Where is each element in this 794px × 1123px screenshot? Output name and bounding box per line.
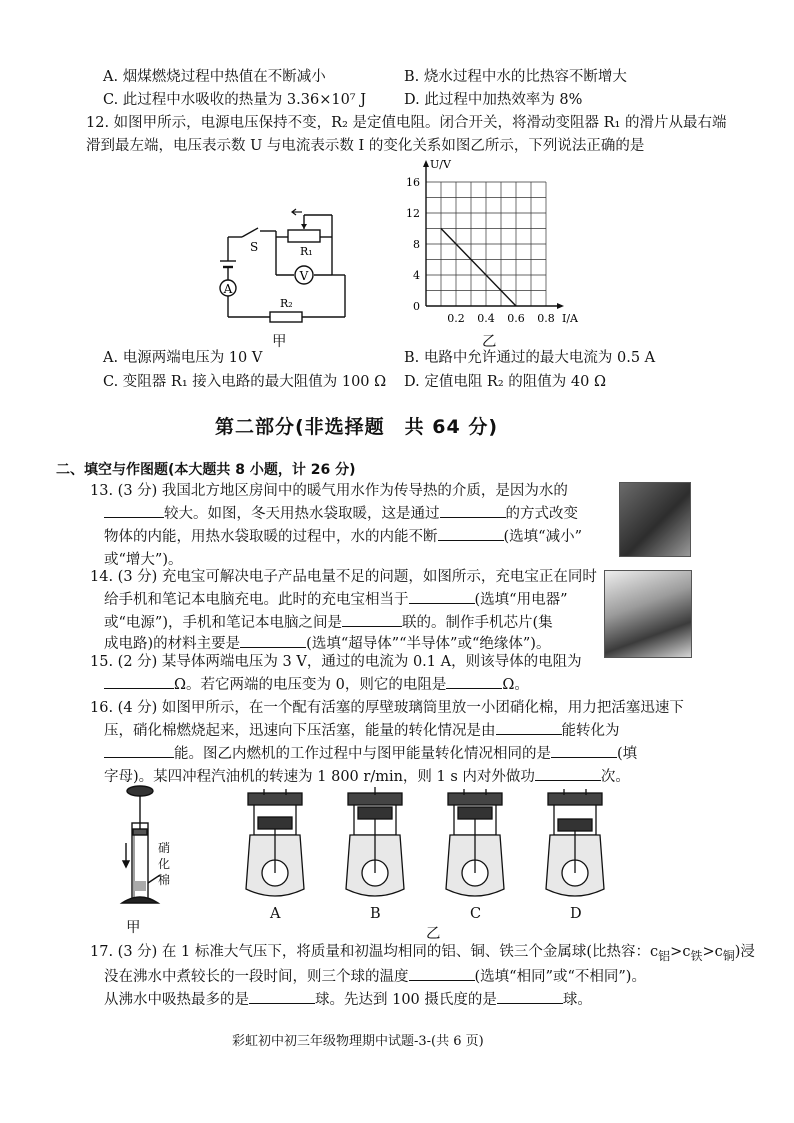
q12-option-d: D. 定值电阻 R₂ 的阻值为 40 Ω bbox=[404, 374, 606, 390]
graph-caption: 乙 bbox=[482, 334, 497, 350]
fig-yi-caption: 乙 bbox=[426, 926, 441, 942]
x-tick-label: 0.2 bbox=[447, 312, 465, 325]
q14-line1: 14. (3 分) 充电宝可解决电子产品电量不足的问题，如图所示，充电宝正在同时 bbox=[90, 569, 597, 585]
q15-blank-2[interactable] bbox=[446, 674, 502, 689]
q16-blank-1[interactable] bbox=[496, 720, 562, 735]
q14-line3: 或“电源”)，手机和笔记本电脑之间是 联的。制作手机芯片(集 bbox=[104, 612, 553, 634]
q12-stem-line1: 12. 如图甲所示，电源电压保持不变，R₂ 是定值电阻。闭合开关，将滑动变阻器 R₁ 的滑片从最右端 bbox=[86, 115, 727, 131]
q16-blank-4[interactable] bbox=[535, 766, 601, 781]
q12-stem-line2: 滑到最左端，电压表示数 U 与电流表示数 I 的变化关系如图乙所示，下列说法正确的是 bbox=[86, 138, 645, 154]
hot-water-bag-photo bbox=[619, 482, 691, 557]
q17-blank-1[interactable] bbox=[409, 966, 475, 981]
q13-line2: 较大。如图，冬天用热水袋取暖，这是通过 的方式改变 bbox=[104, 503, 578, 525]
engine-label-a: A bbox=[270, 906, 281, 922]
q17-blank-2[interactable] bbox=[249, 989, 315, 1004]
q15-line1: 15. (2 分) 某导体两端电压为 3 V，通过的电流为 0.1 A，则该导体的电阻为 bbox=[90, 654, 582, 670]
q14-line4: 成电路)的材料主要是 (选填“超导体”“半导体”或“绝缘体”)。 bbox=[104, 633, 550, 655]
voltmeter-label: V bbox=[299, 269, 309, 283]
q12-option-a: A. 电源两端电压为 10 V bbox=[103, 350, 263, 366]
q11-option-b: B. 烧水过程中水的比热容不断增大 bbox=[404, 69, 627, 85]
y-axis-arrow bbox=[423, 160, 429, 167]
r1-label: R₁ bbox=[300, 245, 313, 258]
q11-option-d: D. 此过程中加热效率为 8% bbox=[404, 92, 583, 108]
q16-blank-2[interactable] bbox=[104, 743, 174, 758]
part2-title: 第二部分(非选择题 共 64 分) bbox=[215, 416, 499, 438]
engine-b bbox=[346, 787, 404, 896]
y-tick-label: 0 bbox=[413, 300, 420, 313]
fire-piston-figure bbox=[112, 783, 192, 913]
q11-option-c: C. 此过程中水吸收的热量为 3.36×10⁷ J bbox=[103, 92, 367, 108]
q15-line2: Ω。若它两端的电压变为 0，则它的电阻是 Ω。 bbox=[104, 674, 529, 696]
power-bank-photo bbox=[604, 570, 692, 658]
q17-line2: 没在沸水中煮较长的一段时间，则三个球的温度 (选填“相同”或“不相同”)。 bbox=[104, 966, 646, 988]
q16-line4: 字母)。某四冲程汽油机的转速为 1 800 r/min，则 1 s 内对外做功 次。 bbox=[104, 766, 630, 788]
q14-blank-1[interactable] bbox=[409, 589, 475, 604]
engine-label-d: D bbox=[570, 906, 582, 922]
q17-line3: 从沸水中吸热最多的是 球。先达到 100 摄氏度的是 球。 bbox=[104, 989, 592, 1011]
ammeter-label: A bbox=[223, 282, 233, 296]
x-tick-label: 0.6 bbox=[507, 312, 525, 325]
section-heading: 二、填空与作图题(本大题共 8 小题，计 26 分) bbox=[56, 462, 356, 478]
x-axis-arrow bbox=[557, 303, 564, 309]
cotton-label: 硝化棉 bbox=[158, 841, 171, 887]
u-i-graph bbox=[396, 158, 576, 330]
q16-line1: 16. (4 分) 如图甲所示，在一个配有活塞的厚壁玻璃筒里放一小团硝化棉，用力把活塞迅速下 bbox=[90, 700, 684, 716]
circuit-caption: 甲 bbox=[272, 334, 287, 350]
engine-d bbox=[546, 789, 604, 896]
q13-blank-1[interactable] bbox=[104, 503, 164, 518]
q13-blank-3[interactable] bbox=[438, 526, 504, 541]
q11-option-a: A. 烟煤燃烧过程中热值在不断减小 bbox=[103, 69, 326, 85]
y-tick-label: 12 bbox=[406, 207, 420, 220]
engine-label-b: B bbox=[370, 906, 381, 922]
q16-line2: 压，硝化棉燃烧起来，迅速向下压活塞，能量的转化情况是由 能转化为 bbox=[104, 720, 620, 742]
q14-blank-3[interactable] bbox=[240, 633, 306, 648]
q17-line1: 17. (3 分) 在 1 标准大气压下，将质量和初温均相同的铝、铜、铁三个金属球(比热容：$c_铝>c_铁>c_铜$)浸 bbox=[90, 944, 755, 963]
x-tick-label: 0.4 bbox=[477, 312, 495, 325]
switch-label: S bbox=[250, 240, 259, 254]
q16-line3: 能。图乙内燃机的工作过程中与图甲能量转化情况相同的是 (填 bbox=[104, 743, 637, 765]
q14-line2: 给手机和笔记本电脑充电。此时的充电宝相当于 (选填“用电器” bbox=[104, 589, 567, 611]
q13-blank-2[interactable] bbox=[440, 503, 506, 518]
page-footer: 彩虹初中初三年级物理期中试题-3-(共 6 页) bbox=[232, 1034, 484, 1049]
y-axis-label: U/V bbox=[430, 158, 451, 171]
x-axis-label: I/A bbox=[562, 312, 578, 325]
q16-blank-3[interactable] bbox=[551, 743, 617, 758]
q13-line4: 或“增大”)。 bbox=[104, 552, 183, 568]
q12-option-b: B. 电路中允许通过的最大电流为 0.5 A bbox=[404, 350, 656, 366]
y-tick-label: 4 bbox=[413, 269, 420, 282]
q12-option-c: C. 变阻器 R₁ 接入电路的最大阻值为 100 Ω bbox=[103, 374, 387, 390]
q13-line3: 物体的内能，用热水袋取暖的过程中，水的内能不断 (选填“减小” bbox=[104, 526, 582, 548]
engine-strokes-figure bbox=[240, 785, 620, 905]
engine-label-c: C bbox=[470, 906, 482, 922]
y-tick-label: 16 bbox=[406, 176, 420, 189]
q17-blank-3[interactable] bbox=[497, 989, 563, 1004]
x-tick-label: 0.8 bbox=[537, 312, 555, 325]
series-line-0 bbox=[441, 229, 516, 307]
y-tick-label: 8 bbox=[413, 238, 420, 251]
q15-blank-1[interactable] bbox=[104, 674, 174, 689]
q14-blank-2[interactable] bbox=[342, 612, 402, 627]
q13-line1: 13. (3 分) 我国北方地区房间中的暖气用水作为传导热的介质，是因为水的 bbox=[90, 483, 568, 499]
engine-c bbox=[446, 789, 504, 896]
fig-jia-caption: 甲 bbox=[126, 920, 141, 936]
engine-a bbox=[246, 789, 304, 896]
r2-label: R₂ bbox=[280, 297, 293, 310]
